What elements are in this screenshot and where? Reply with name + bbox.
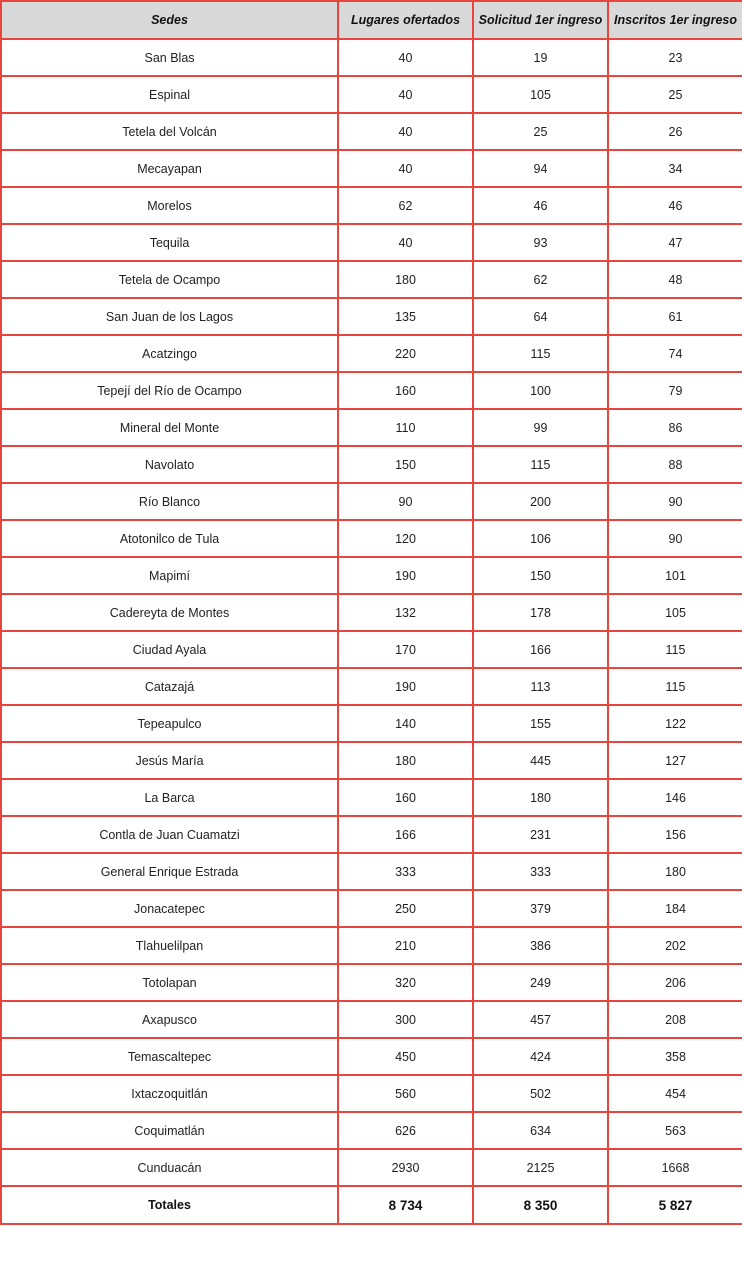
cell-sede: Tlahuelilpan	[1, 927, 338, 964]
cell-inscritos-1er-ingreso: 180	[608, 853, 742, 890]
cell-inscritos-1er-ingreso: 74	[608, 335, 742, 372]
cell-solicitud-1er-ingreso: 115	[473, 446, 608, 483]
cell-lugares-ofertados: 250	[338, 890, 473, 927]
cell-sede: General Enrique Estrada	[1, 853, 338, 890]
table-row	[1, 1112, 742, 1149]
cell-inscritos-1er-ingreso: 563	[608, 1112, 742, 1149]
table-row	[1, 39, 742, 76]
totals-row	[1, 1186, 742, 1224]
cell-lugares-ofertados: 450	[338, 1038, 473, 1075]
table-row	[1, 631, 742, 668]
cell-lugares-ofertados: 40	[338, 224, 473, 261]
cell-sede: Cadereyta de Montes	[1, 594, 338, 631]
cell-inscritos-1er-ingreso: 61	[608, 298, 742, 335]
table-row	[1, 779, 742, 816]
totals-inscritos-1er-ingreso: 5 827	[608, 1186, 742, 1224]
cell-solicitud-1er-ingreso: 155	[473, 705, 608, 742]
cell-lugares-ofertados: 210	[338, 927, 473, 964]
cell-solicitud-1er-ingreso: 178	[473, 594, 608, 631]
cell-solicitud-1er-ingreso: 99	[473, 409, 608, 446]
table-row	[1, 224, 742, 261]
cell-sede: Morelos	[1, 187, 338, 224]
cell-sede: San Juan de los Lagos	[1, 298, 338, 335]
cell-solicitud-1er-ingreso: 200	[473, 483, 608, 520]
cell-solicitud-1er-ingreso: 25	[473, 113, 608, 150]
cell-solicitud-1er-ingreso: 150	[473, 557, 608, 594]
totals-label: Totales	[1, 1186, 338, 1224]
cell-inscritos-1er-ingreso: 202	[608, 927, 742, 964]
cell-solicitud-1er-ingreso: 62	[473, 261, 608, 298]
cell-inscritos-1er-ingreso: 206	[608, 964, 742, 1001]
cell-lugares-ofertados: 40	[338, 39, 473, 76]
cell-sede: Axapusco	[1, 1001, 338, 1038]
totals-lugares-ofertados: 8 734	[338, 1186, 473, 1224]
table-row	[1, 1149, 742, 1186]
cell-inscritos-1er-ingreso: 25	[608, 76, 742, 113]
cell-inscritos-1er-ingreso: 146	[608, 779, 742, 816]
cell-inscritos-1er-ingreso: 86	[608, 409, 742, 446]
cell-sede: Tetela del Volcán	[1, 113, 338, 150]
cell-sede: Jonacatepec	[1, 890, 338, 927]
cell-inscritos-1er-ingreso: 184	[608, 890, 742, 927]
cell-lugares-ofertados: 40	[338, 76, 473, 113]
table-row	[1, 853, 742, 890]
cell-solicitud-1er-ingreso: 115	[473, 335, 608, 372]
cell-solicitud-1er-ingreso: 113	[473, 668, 608, 705]
cell-solicitud-1er-ingreso: 424	[473, 1038, 608, 1075]
header-sedes: Sedes	[1, 1, 338, 39]
cell-inscritos-1er-ingreso: 208	[608, 1001, 742, 1038]
cell-sede: Navolato	[1, 446, 338, 483]
cell-lugares-ofertados: 40	[338, 150, 473, 187]
cell-lugares-ofertados: 220	[338, 335, 473, 372]
cell-lugares-ofertados: 135	[338, 298, 473, 335]
table-row	[1, 1038, 742, 1075]
table-row	[1, 298, 742, 335]
header-solicitud-1er-ingreso: Solicitud 1er ingreso	[473, 1, 608, 39]
cell-lugares-ofertados: 190	[338, 557, 473, 594]
cell-sede: Atotonilco de Tula	[1, 520, 338, 557]
cell-lugares-ofertados: 560	[338, 1075, 473, 1112]
cell-inscritos-1er-ingreso: 90	[608, 520, 742, 557]
cell-solicitud-1er-ingreso: 333	[473, 853, 608, 890]
table-row	[1, 890, 742, 927]
cell-sede: Río Blanco	[1, 483, 338, 520]
table-row	[1, 1001, 742, 1038]
cell-solicitud-1er-ingreso: 106	[473, 520, 608, 557]
cell-inscritos-1er-ingreso: 105	[608, 594, 742, 631]
cell-sede: Espinal	[1, 76, 338, 113]
table-row	[1, 150, 742, 187]
cell-sede: La Barca	[1, 779, 338, 816]
cell-inscritos-1er-ingreso: 90	[608, 483, 742, 520]
cell-inscritos-1er-ingreso: 47	[608, 224, 742, 261]
cell-inscritos-1er-ingreso: 454	[608, 1075, 742, 1112]
cell-sede: Totolapan	[1, 964, 338, 1001]
cell-solicitud-1er-ingreso: 2125	[473, 1149, 608, 1186]
cell-sede: San Blas	[1, 39, 338, 76]
cell-solicitud-1er-ingreso: 180	[473, 779, 608, 816]
cell-inscritos-1er-ingreso: 156	[608, 816, 742, 853]
cell-lugares-ofertados: 40	[338, 113, 473, 150]
cell-lugares-ofertados: 140	[338, 705, 473, 742]
cell-solicitud-1er-ingreso: 445	[473, 742, 608, 779]
cell-solicitud-1er-ingreso: 379	[473, 890, 608, 927]
cell-lugares-ofertados: 626	[338, 1112, 473, 1149]
cell-lugares-ofertados: 62	[338, 187, 473, 224]
cell-lugares-ofertados: 190	[338, 668, 473, 705]
cell-solicitud-1er-ingreso: 94	[473, 150, 608, 187]
cell-inscritos-1er-ingreso: 34	[608, 150, 742, 187]
cell-sede: Tequila	[1, 224, 338, 261]
table-body	[1, 39, 742, 1186]
cell-sede: Ixtaczoquitlán	[1, 1075, 338, 1112]
table-row	[1, 372, 742, 409]
table-row	[1, 113, 742, 150]
cell-sede: Tepejí del Río de Ocampo	[1, 372, 338, 409]
table-row	[1, 446, 742, 483]
table-row	[1, 964, 742, 1001]
cell-solicitud-1er-ingreso: 46	[473, 187, 608, 224]
table-row	[1, 335, 742, 372]
table-footer	[1, 1186, 742, 1224]
cell-solicitud-1er-ingreso: 100	[473, 372, 608, 409]
cell-solicitud-1er-ingreso: 386	[473, 927, 608, 964]
cell-lugares-ofertados: 2930	[338, 1149, 473, 1186]
table-row	[1, 705, 742, 742]
cell-solicitud-1er-ingreso: 231	[473, 816, 608, 853]
cell-lugares-ofertados: 180	[338, 742, 473, 779]
cell-inscritos-1er-ingreso: 46	[608, 187, 742, 224]
cell-inscritos-1er-ingreso: 79	[608, 372, 742, 409]
table-header	[1, 1, 742, 39]
cell-solicitud-1er-ingreso: 166	[473, 631, 608, 668]
cell-lugares-ofertados: 90	[338, 483, 473, 520]
cell-sede: Acatzingo	[1, 335, 338, 372]
cell-inscritos-1er-ingreso: 127	[608, 742, 742, 779]
cell-lugares-ofertados: 170	[338, 631, 473, 668]
table-row	[1, 742, 742, 779]
table-row	[1, 261, 742, 298]
totals-solicitud-1er-ingreso: 8 350	[473, 1186, 608, 1224]
cell-inscritos-1er-ingreso: 26	[608, 113, 742, 150]
table-row	[1, 594, 742, 631]
cell-solicitud-1er-ingreso: 93	[473, 224, 608, 261]
cell-sede: Tepeapulco	[1, 705, 338, 742]
cell-solicitud-1er-ingreso: 249	[473, 964, 608, 1001]
cell-sede: Tetela de Ocampo	[1, 261, 338, 298]
cell-lugares-ofertados: 110	[338, 409, 473, 446]
cell-sede: Catazajá	[1, 668, 338, 705]
cell-sede: Mecayapan	[1, 150, 338, 187]
cell-solicitud-1er-ingreso: 64	[473, 298, 608, 335]
cell-inscritos-1er-ingreso: 115	[608, 631, 742, 668]
cell-inscritos-1er-ingreso: 48	[608, 261, 742, 298]
table-row	[1, 520, 742, 557]
cell-inscritos-1er-ingreso: 358	[608, 1038, 742, 1075]
cell-solicitud-1er-ingreso: 457	[473, 1001, 608, 1038]
cell-solicitud-1er-ingreso: 502	[473, 1075, 608, 1112]
cell-solicitud-1er-ingreso: 105	[473, 76, 608, 113]
header-lugares-ofertados: Lugares ofertados	[338, 1, 473, 39]
cell-inscritos-1er-ingreso: 88	[608, 446, 742, 483]
cell-lugares-ofertados: 120	[338, 520, 473, 557]
table-row	[1, 483, 742, 520]
cell-lugares-ofertados: 160	[338, 372, 473, 409]
cell-solicitud-1er-ingreso: 634	[473, 1112, 608, 1149]
cell-lugares-ofertados: 132	[338, 594, 473, 631]
cell-sede: Cunduacán	[1, 1149, 338, 1186]
table-row	[1, 668, 742, 705]
cell-sede: Coquimatlán	[1, 1112, 338, 1149]
header-row	[1, 1, 742, 39]
cell-lugares-ofertados: 150	[338, 446, 473, 483]
cell-sede: Mineral del Monte	[1, 409, 338, 446]
cell-sede: Mapimí	[1, 557, 338, 594]
cell-inscritos-1er-ingreso: 23	[608, 39, 742, 76]
cell-inscritos-1er-ingreso: 122	[608, 705, 742, 742]
cell-lugares-ofertados: 160	[338, 779, 473, 816]
cell-inscritos-1er-ingreso: 101	[608, 557, 742, 594]
cell-lugares-ofertados: 320	[338, 964, 473, 1001]
cell-sede: Jesús María	[1, 742, 338, 779]
cell-lugares-ofertados: 166	[338, 816, 473, 853]
cell-solicitud-1er-ingreso: 19	[473, 39, 608, 76]
table-row	[1, 927, 742, 964]
table-row	[1, 1075, 742, 1112]
cell-lugares-ofertados: 180	[338, 261, 473, 298]
table-row	[1, 557, 742, 594]
cell-inscritos-1er-ingreso: 115	[608, 668, 742, 705]
cell-sede: Temascaltepec	[1, 1038, 338, 1075]
cell-lugares-ofertados: 333	[338, 853, 473, 890]
table-row	[1, 409, 742, 446]
cell-sede: Ciudad Ayala	[1, 631, 338, 668]
table-row	[1, 76, 742, 113]
cell-lugares-ofertados: 300	[338, 1001, 473, 1038]
cell-inscritos-1er-ingreso: 1668	[608, 1149, 742, 1186]
cell-sede: Contla de Juan Cuamatzi	[1, 816, 338, 853]
table-row	[1, 816, 742, 853]
table-row	[1, 187, 742, 224]
header-inscritos-1er-ingreso: Inscritos 1er ingreso	[608, 1, 742, 39]
